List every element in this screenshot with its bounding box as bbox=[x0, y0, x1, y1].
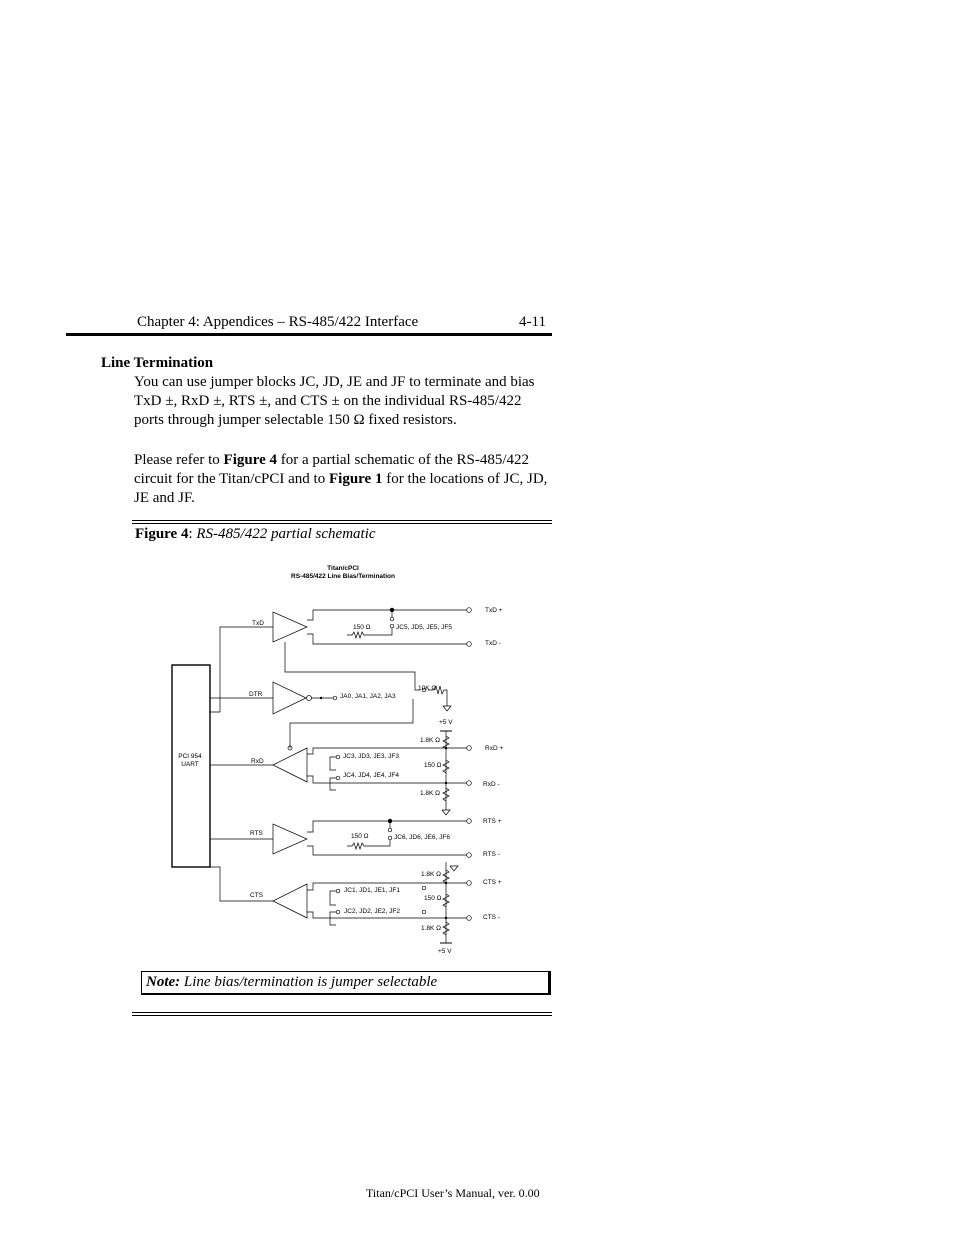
signal-cts: CTS bbox=[250, 892, 263, 899]
p2-text-c: for the locations of JC, JD, JE and JF. bbox=[134, 471, 548, 506]
output-rxd-minus: RxD - bbox=[483, 781, 500, 788]
resistor-10k: 10K Ω bbox=[418, 685, 437, 692]
jumper-rxd-1: JC3, JD3, JE3, JF3 bbox=[343, 753, 399, 760]
section-title: Line Termination bbox=[101, 355, 214, 371]
output-txd-minus: TxD - bbox=[485, 640, 501, 647]
signal-dtr: DTR bbox=[249, 691, 263, 698]
figure-4-reference: Figure 4 bbox=[223, 452, 278, 468]
signal-txd: TxD bbox=[252, 620, 264, 627]
resistor-150-rts: 150 Ω bbox=[351, 833, 369, 840]
resistor-18k-cts-bottom: 1.8K Ω bbox=[421, 925, 442, 932]
output-cts-minus: CTS - bbox=[483, 914, 500, 921]
jumper-dtr: JA0, JA1, JA2, JA3 bbox=[340, 693, 396, 700]
supply-5v-bottom: +5 V bbox=[438, 948, 452, 955]
uart-label-1: PCI 954 bbox=[178, 753, 202, 760]
signal-rts: RTS bbox=[250, 830, 263, 837]
rxd-receiver bbox=[273, 748, 307, 782]
dtr-driver bbox=[273, 682, 306, 714]
jumper-txd: JC5, JD5, JE5, JF5 bbox=[396, 624, 452, 631]
cts-receiver bbox=[273, 884, 307, 918]
jumper-rts: JC6, JD6, JE6, JF6 bbox=[394, 834, 450, 841]
schematic-title-1: Titan/cPCI bbox=[327, 565, 359, 572]
p2-text-b: for a partial schematic of the RS-485/422 circuit for the Titan/cPCI and to bbox=[134, 452, 530, 487]
note-text: Line bias/termination is jumper selectable bbox=[180, 974, 438, 990]
output-txd-plus: TxD + bbox=[485, 607, 503, 614]
supply-5v-top: +5 V bbox=[439, 719, 453, 726]
rts-driver bbox=[273, 824, 307, 854]
resistor-150-cts: 150 Ω bbox=[424, 895, 442, 902]
resistor-150-txd: 150 Ω bbox=[353, 624, 371, 631]
p2-text-a: Please refer to bbox=[134, 452, 224, 468]
txd-driver bbox=[273, 612, 307, 642]
figure-1-reference: Figure 1 bbox=[328, 471, 383, 487]
output-cts-plus: CTS + bbox=[483, 879, 502, 886]
signal-rxd: RxD bbox=[251, 758, 264, 765]
output-rts-plus: RTS + bbox=[483, 818, 502, 825]
resistor-18k-rxd-bottom: 1.8K Ω bbox=[420, 790, 441, 797]
note-label: Note: bbox=[146, 974, 181, 990]
running-header-chapter: Chapter 4: Appendices – RS-485/422 Interface bbox=[137, 314, 419, 330]
uart-label-2: UART bbox=[181, 761, 199, 768]
note-box bbox=[141, 971, 551, 995]
figure-caption-sep: : bbox=[188, 526, 197, 542]
jumper-cts-1: JC1, JD1, JE1, JF1 bbox=[344, 887, 400, 894]
resistor-150-rxd: 150 Ω bbox=[424, 762, 442, 769]
output-rxd-plus: RxD + bbox=[485, 745, 504, 752]
figure-bottom-rule bbox=[132, 1012, 552, 1016]
jumper-rxd-2: JC4, JD4, JE4, JF4 bbox=[343, 772, 399, 779]
jumper-cts-2: JC2, JD2, JE2, JF2 bbox=[344, 908, 400, 915]
paragraph-1: You can use jumper blocks JC, JD, JE and JF to terminate and bias TxD ±, RxD ±, RTS ±, and CTS ± on the individual RS-485/422 ports through jumper selectable 150 Ω fixed resistors. bbox=[134, 374, 535, 428]
figure-label: Figure 4 bbox=[135, 526, 189, 542]
resistor-18k-cts-top: 1.8K Ω bbox=[421, 871, 442, 878]
page-footer: Titan/cPCI User’s Manual, ver. 0.00 bbox=[366, 1186, 540, 1200]
resistor-18k-rxd-top: 1.8K Ω bbox=[420, 737, 441, 744]
figure-caption-text: RS-485/422 partial schematic bbox=[196, 526, 376, 542]
schematic-title-2: RS-485/422 Line Bias/Termination bbox=[291, 573, 395, 580]
running-header-page-number: 4-11 bbox=[519, 314, 546, 330]
output-rts-minus: RTS - bbox=[483, 851, 500, 858]
